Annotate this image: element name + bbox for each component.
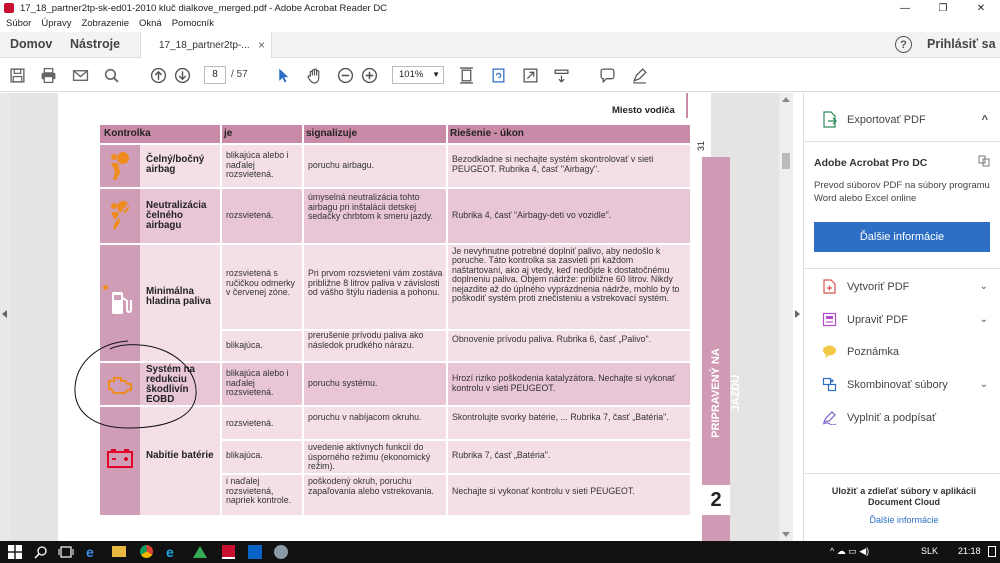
export-pdf-header[interactable]: [822, 111, 992, 128]
document-viewer[interactable]: [10, 93, 779, 541]
vertical-scrollbar[interactable]: [779, 93, 793, 541]
collapse-right-icon: [795, 310, 800, 318]
battery-solution-2: Rubrika 7, časť „Batéria".: [452, 451, 551, 460]
scroll-up-icon[interactable]: [782, 97, 790, 102]
pane-divider: [804, 141, 1000, 142]
fuel-state-2: blikajúca.: [226, 341, 263, 350]
col-divider: [302, 125, 304, 515]
acrobat-pro-title: Adobe Acrobat Pro DC: [814, 157, 928, 169]
battery-state-1: rozsvietená.: [226, 419, 274, 428]
col-divider: [446, 125, 448, 515]
rotate-icon[interactable]: [490, 67, 507, 84]
scroll-mode-icon[interactable]: [553, 67, 570, 84]
document-tab-label: 17_18_partner2tp-...: [159, 39, 250, 51]
window-title: 17_18_partner2tp-sk-ed01-2010 kluč dialkove_merged.pdf - Adobe Acrobat Reader DC: [20, 2, 388, 14]
combine-files-label: Skombinovať súbory: [847, 378, 948, 391]
tools-pane: [803, 93, 1000, 541]
menu-edit[interactable]: Úpravy: [41, 17, 72, 29]
row-divider: [222, 439, 690, 441]
battery-icon: [106, 447, 134, 469]
google-drive-icon[interactable]: [193, 546, 207, 558]
chapter-number: 2: [702, 485, 730, 515]
neutral-solution: Rubrika 4, časť "Airbagy-deti vo vozidle".: [452, 211, 612, 220]
row-divider: [222, 473, 690, 475]
zoom-value: 101%: [399, 69, 424, 80]
menu-view[interactable]: Zobrazenie: [81, 17, 129, 29]
tab-tools[interactable]: Nástroje: [70, 37, 121, 51]
acrobat-pro-description: Prevod súborov PDF na súbory programu Word alebo Excel online: [814, 180, 990, 204]
scrollbar-thumb[interactable]: [782, 153, 790, 169]
header-divider: [686, 93, 688, 118]
pdf-header-title: Miesto vodiča: [612, 105, 675, 116]
search-icon[interactable]: [103, 67, 120, 84]
battery-state-3: i naďalej rozsvietená, napriek kontrole.: [226, 477, 292, 506]
menu-window[interactable]: Okná: [138, 17, 162, 29]
chevron-down-icon[interactable]: ⌄: [979, 379, 988, 390]
fuel-signal-2: prerušenie prívodu paliva ako následok prudkého nárazu.: [308, 331, 424, 350]
comment-label: Poznámka: [847, 345, 899, 358]
pdf-page-number: 31: [696, 140, 707, 152]
edge-browser-icon[interactable]: e: [86, 544, 94, 560]
indicator-name-fuel: Minimálna hladina paliva: [146, 286, 211, 307]
eobd-state: blikajúca alebo i naďalej rozsvietená.: [226, 369, 289, 398]
fuel-solution-2: Obnovenie prívodu paliva. Rubrika 6, časť „Palivo".: [452, 335, 652, 344]
draw-pen-icon[interactable]: [631, 67, 648, 84]
create-pdf-label: Vytvoriť PDF: [847, 280, 910, 293]
notification-center-icon[interactable]: [988, 546, 996, 557]
edit-pdf-label: Upraviť PDF: [847, 313, 908, 326]
page-number-input[interactable]: 8: [204, 66, 226, 84]
task-view-icon[interactable]: [58, 546, 74, 558]
more-info-button[interactable]: Ďalšie informácie: [814, 222, 990, 252]
table-header-row: [100, 125, 690, 143]
promo-settings-icon[interactable]: [978, 155, 990, 167]
zoom-out-icon[interactable]: [337, 67, 354, 84]
chrome-icon[interactable]: [140, 545, 153, 558]
airbag-icon: [108, 151, 132, 181]
col-header-indicator: Kontrolka: [104, 128, 151, 139]
battery-solution-3: Nechajte si vykonať kontrolu v sieti PEUGEOT.: [452, 487, 635, 496]
scroll-down-icon[interactable]: [782, 532, 790, 537]
tab-bar: [0, 32, 1000, 58]
menu-bar: [0, 16, 1000, 30]
system-tray-icons[interactable]: ^ ☁ ▭ ◀): [830, 546, 870, 556]
windows-taskbar: [0, 541, 1000, 563]
window-controls: [886, 0, 1000, 16]
fuel-pump-icon: [110, 290, 132, 316]
neutral-signal: úmyselná neutralizácia tohto airbagu pri inštalácii detskej sedačky chrbtom k smeru jazdy.: [308, 193, 433, 222]
create-pdf-item[interactable]: [822, 279, 992, 294]
comment-item[interactable]: [822, 344, 992, 359]
chapter-title: PRIPRAVENÝ NA JAZDU: [710, 348, 742, 438]
col-header-solution: Riešenie - úkon: [450, 128, 524, 139]
toolbar: [0, 59, 1000, 92]
tab-document[interactable]: [140, 32, 272, 58]
battery-signal-3: poškodený okruh, poruchu zapaľovania alebo vstrekovania.: [308, 477, 434, 496]
search-icon[interactable]: [34, 545, 48, 559]
indicator-name-battery: Nabitie batérie: [146, 450, 214, 461]
right-panel-toggle[interactable]: [793, 93, 803, 541]
help-icon[interactable]: ?: [895, 36, 912, 53]
fuel-signal-1: Pri prvom rozsvietení vám zostáva približne 8 litrov paliva v závislosti od vášho štýlu riadenia a pohonu.: [308, 269, 443, 298]
email-icon[interactable]: [72, 67, 89, 84]
input-language[interactable]: SLK: [921, 546, 939, 556]
eobd-signal: poruchu systému.: [308, 379, 378, 388]
windows-start-icon[interactable]: [8, 545, 22, 559]
export-pdf-icon: [822, 111, 837, 128]
fit-page-icon[interactable]: [458, 67, 475, 84]
chevron-down-icon[interactable]: ⌄: [979, 314, 988, 325]
page-count: / 57: [231, 69, 248, 80]
battery-solution-1: Skontrolujte svorky batérie, ... Rubrika 7, časť „Batéria".: [452, 413, 669, 422]
close-tab-icon[interactable]: ×: [257, 38, 265, 52]
previous-page-icon[interactable]: [150, 67, 167, 84]
battery-state-2: blikajúca.: [226, 451, 263, 460]
warning-dot: [103, 285, 108, 290]
comment-bubble-icon: [822, 344, 837, 359]
outlook-icon[interactable]: [248, 545, 262, 559]
taskbar-app-icon[interactable]: [274, 545, 288, 559]
col-header-state: je: [224, 128, 233, 139]
neutral-state: rozsvietená.: [226, 211, 274, 220]
combine-files-item[interactable]: [822, 377, 992, 392]
create-pdf-icon: [822, 279, 837, 294]
eobd-solution: Hrozí riziko poškodenia katalyzátora. Nechajte si vykonať kontrolu v sieti PEUGEOT.: [452, 374, 676, 393]
col-header-signals: signalizuje: [306, 128, 358, 139]
fill-sign-item[interactable]: [822, 410, 992, 425]
export-pdf-label: Exportovať PDF: [847, 113, 926, 126]
close-window-button[interactable]: ✕: [976, 2, 986, 14]
fill-sign-label: Vyplniť a podpísať: [847, 411, 937, 424]
warning-lights-table: [100, 125, 690, 515]
file-explorer-icon[interactable]: [112, 546, 126, 557]
cloud-more-info-link[interactable]: Ďalšie informácie: [869, 515, 939, 525]
pane-divider: [804, 473, 1000, 474]
title-bar: [0, 0, 1000, 16]
next-page-icon[interactable]: [174, 67, 191, 84]
chevron-down-icon: ▼: [432, 70, 440, 79]
edit-pdf-icon: [822, 312, 837, 327]
menu-file[interactable]: Súbor: [6, 17, 32, 29]
expand-left-icon: [2, 310, 7, 318]
acrobat-taskbar-icon[interactable]: [222, 545, 235, 559]
indicator-name-eobd: Systém na redukciu škodlivín EOBD: [146, 364, 196, 405]
zoom-in-icon[interactable]: [361, 67, 378, 84]
combine-files-icon: [822, 377, 837, 392]
full-screen-icon[interactable]: [522, 67, 539, 84]
print-icon[interactable]: [40, 67, 57, 84]
airbag-signal: poruchu airbagu.: [308, 161, 375, 170]
pane-divider: [804, 268, 1000, 269]
chevron-down-icon[interactable]: ⌄: [979, 281, 988, 292]
tab-home[interactable]: Domov: [10, 37, 53, 51]
clock[interactable]: 21:18: [958, 546, 981, 556]
row-divider: [222, 329, 690, 331]
battery-signal-1: poruchu v nabíjacom okruhu.: [308, 413, 422, 422]
fill-sign-pen-icon: [822, 410, 837, 425]
restore-button[interactable]: ❐: [938, 2, 948, 14]
hand-tool-icon[interactable]: [306, 67, 323, 84]
pdf-page: [58, 93, 742, 541]
save-icon[interactable]: [9, 67, 26, 84]
edit-pdf-item[interactable]: [822, 312, 992, 327]
col-divider: [220, 125, 222, 515]
battery-signal-2: uvedenie aktívnych funkcií do úsporného režimu (ekonomický režim).: [308, 443, 431, 472]
minimize-button[interactable]: —: [900, 2, 910, 14]
fuel-solution-1: Je nevyhnutne potrebné doplniť palivo, aby nedošlo k poruche. Táto kontrolka sa zasvieti pri každom naštartovaní, ako aj vtedy, keď nedôjde k dostatočnému doplneniu paliva. Objem nádrže: približne 60 litrov. Nikdy nejazdite až do úplného vyprázdnenia nádrže, mohlo by to poškodiť systém proti znečisteniu a vstrekovací systém.: [452, 247, 680, 304]
comment-icon[interactable]: [599, 67, 616, 84]
acrobat-app-icon: [4, 3, 14, 13]
left-panel-toggle[interactable]: [0, 93, 10, 541]
zoom-select[interactable]: [392, 66, 444, 84]
chevron-up-icon[interactable]: ^: [981, 113, 988, 126]
indicator-name-airbag: Čelný/bočný airbag: [146, 154, 205, 175]
airbag-state: blikajúca alebo i naďalej rozsvietená.: [226, 151, 289, 180]
airbag-off-icon: [108, 199, 132, 231]
fuel-state-1: rozsvietená s ručičkou odmerky v červenej zóne.: [226, 269, 295, 298]
cloud-promo-text: Uložiť a zdieľať súbory v aplikácii Document Cloud: [831, 486, 977, 507]
indicator-name-neutralization: Neutralizácia čelného airbagu: [146, 200, 207, 231]
airbag-solution: Bezodkladne si nechajte systém skontrolovať v sieti PEUGEOT. Rubrika 4, časť "Airbagy".: [452, 155, 654, 174]
signin-button[interactable]: Prihlásiť sa: [927, 37, 996, 51]
menu-help[interactable]: Pomocník: [171, 17, 214, 29]
handdrawn-circle-annotation: [68, 333, 204, 433]
select-cursor-icon[interactable]: [275, 67, 292, 84]
internet-explorer-icon[interactable]: e: [166, 544, 174, 560]
